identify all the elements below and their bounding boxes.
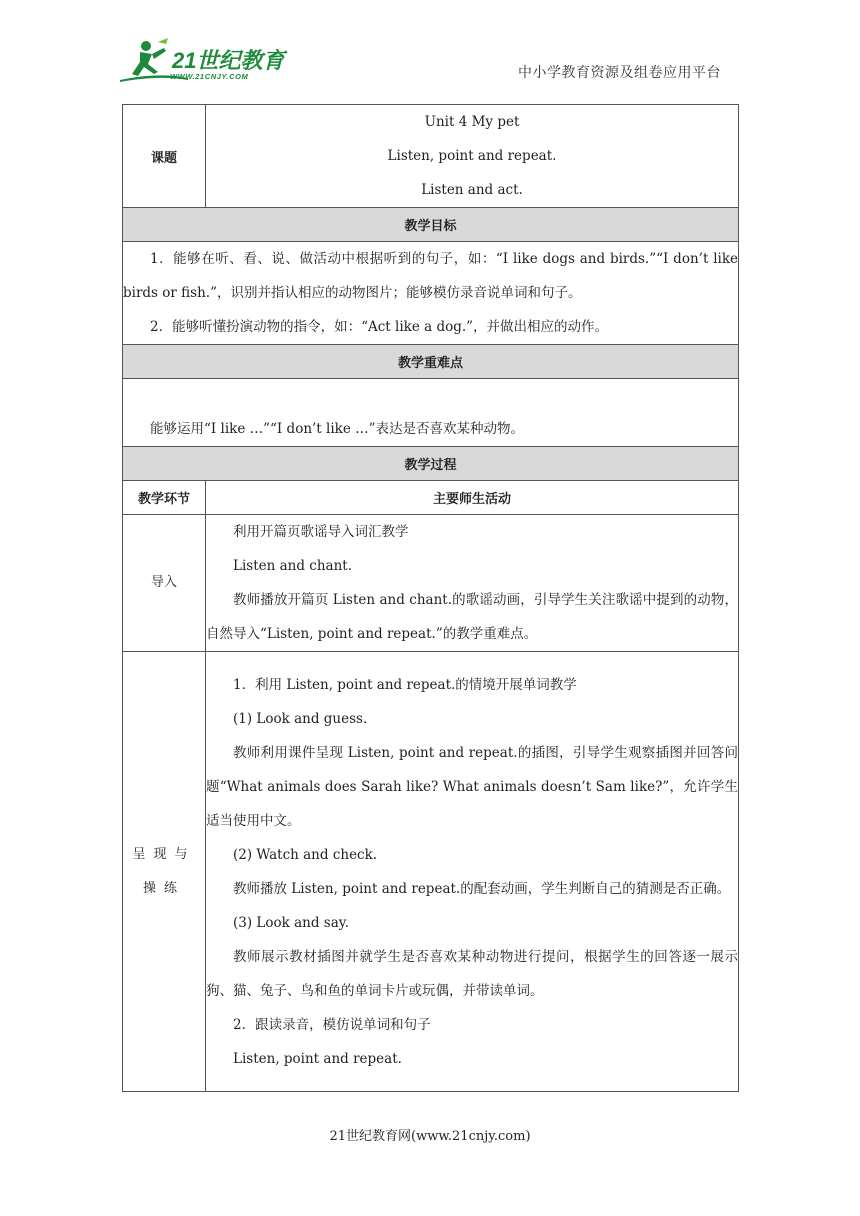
activity-line: 教师利用课件呈现 Listen, point and repeat.的插图，引导学生观察插图并回答问题“What animals does Sarah like? What animals doesn’t Sam like?”，允许学生适当使用中文。 <box>206 744 738 829</box>
logo-url: WWW.21CNJY.COM <box>170 72 249 81</box>
key-points-text: 能够运用“I like …”“I don’t like …”表达是否喜欢某种动物。 <box>150 421 525 437</box>
key-points-heading: 教学重难点 <box>123 345 739 379</box>
topic-content <box>206 105 739 208</box>
stage-name-line: 呈现与 <box>132 846 196 862</box>
activity-line: 1．利用 Listen, point and repeat.的情境开展单词教学 <box>233 676 577 693</box>
objectives-row <box>123 242 739 345</box>
process-heading: 教学过程 <box>123 447 739 481</box>
stage-name: 导入 <box>123 515 206 652</box>
lesson-plan-table <box>122 104 739 1092</box>
activity-line: 教师展示教材插图并就学生是否喜欢某种动物进行提问，根据学生的回答逐一展示狗、猫、兔子、鸟和鱼的单词卡片或玩偶，并带读单词。 <box>206 948 738 999</box>
activity-line: Listen and chant. <box>233 558 353 574</box>
key-points-heading-row <box>123 345 739 379</box>
page-footer: 21世纪教育网(www.21cnjy.com) <box>329 1129 531 1144</box>
activity-line: 2．跟读录音，模仿说单词和句子 <box>233 1016 431 1033</box>
objective-item: 2．能够听懂扮演动物的指令，如：“Act like a dog.”，并做出相应的动作。 <box>150 319 609 335</box>
topic-label: 课题 <box>123 105 206 208</box>
stage-row-intro <box>123 515 739 652</box>
stage-activities <box>206 652 739 1092</box>
stage-column-header: 教学环节 <box>123 481 206 515</box>
activity-line: (3) Look and say. <box>233 914 349 931</box>
key-points-content <box>123 379 739 447</box>
activity-line: Listen, point and repeat. <box>233 1050 402 1067</box>
activity-line: (2) Watch and check. <box>233 846 378 863</box>
stage-row-presentation <box>123 652 739 1092</box>
activity-column-header: 主要师生活动 <box>206 481 739 515</box>
process-columns-row <box>123 481 739 515</box>
objective-item: 1．能够在听、看、说、做活动中根据听到的句子，如：“I like dogs and birds.”“I don’t like birds or fish.”，识别并指认相应的动物图片；能够模仿录音说单词和句子。 <box>123 251 738 301</box>
stage-name-line: 操练 <box>142 880 185 896</box>
activity-line: (1) Look and guess. <box>233 710 368 727</box>
objectives-heading-row <box>123 208 739 242</box>
page-header <box>0 0 860 96</box>
process-heading-row <box>123 447 739 481</box>
key-points-row <box>123 379 739 447</box>
activity-line: 利用开篇页歌谣导入词汇教学 <box>233 524 409 540</box>
stage-name <box>123 652 206 1092</box>
header-tagline: 中小学教育资源及组卷应用平台 <box>518 65 721 81</box>
topic-line: Unit 4 My pet <box>424 114 520 130</box>
objectives-content <box>123 242 739 345</box>
objectives-heading: 教学目标 <box>123 208 739 242</box>
activity-line: 教师播放开篇页 Listen and chant.的歌谣动画，引导学生关注歌谣中提到的动物，自然导入“Listen, point and repeat.”的教学重难点。 <box>206 592 738 642</box>
activity-line: 教师播放 Listen, point and repeat.的配套动画，学生判断自己的猜测是否正确。 <box>233 880 731 897</box>
topic-row <box>123 105 739 208</box>
logo-text: 21世纪教育 <box>172 48 285 73</box>
topic-line: Listen and act. <box>421 182 523 198</box>
topic-line: Listen, point and repeat. <box>387 148 557 164</box>
stage-activities <box>206 515 739 652</box>
